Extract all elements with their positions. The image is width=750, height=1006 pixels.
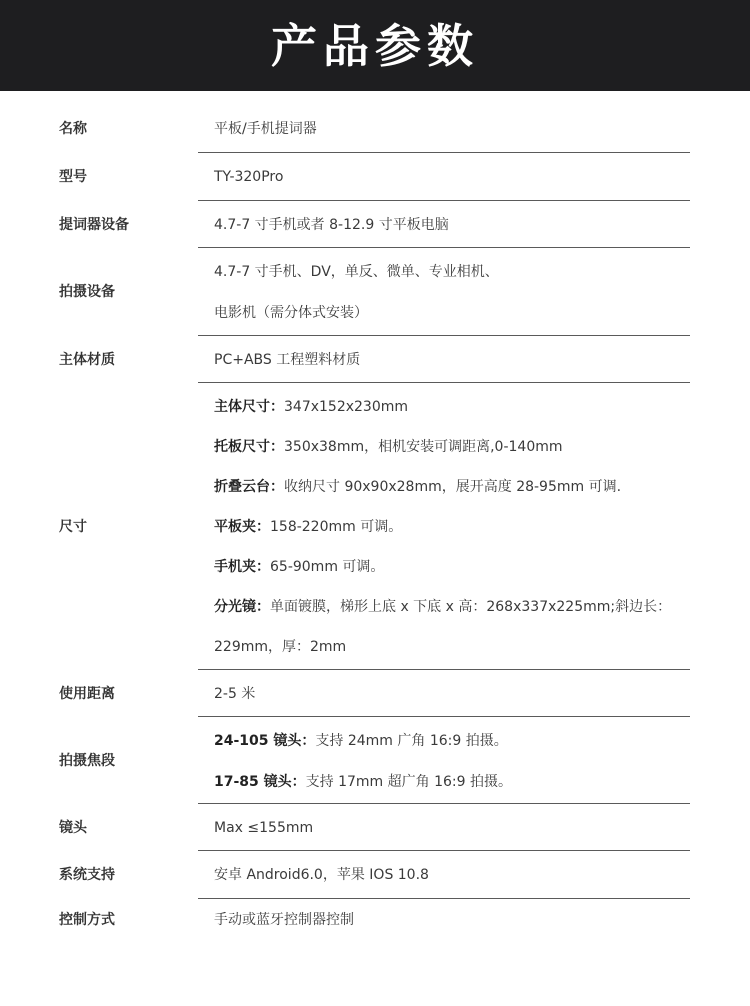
spec-table	[0, 104, 750, 941]
spec-text: 支持 17mm 超广角 16:9 拍摄。	[305, 773, 512, 790]
spec-key: 主体尺寸：	[214, 398, 284, 415]
spec-value	[214, 720, 694, 762]
spec-value	[214, 293, 694, 333]
spec-value	[214, 427, 694, 467]
spec-row-camera-device	[0, 248, 750, 336]
spec-value	[214, 467, 694, 507]
spec-label: 提词器设备	[59, 216, 129, 233]
spec-text: 4.7-7 寸手机、DV，单反、微单、专业相机、	[214, 264, 499, 280]
spec-values	[214, 720, 694, 802]
spec-values	[214, 153, 694, 201]
spec-row-control	[0, 899, 750, 941]
spec-value	[214, 336, 694, 383]
spec-label: 控制方式	[59, 912, 115, 928]
spec-text: 手动或蓝牙控制器控制	[214, 912, 354, 928]
spec-text: 平板/手机提词器	[214, 120, 317, 137]
spec-text: 单面镀膜，梯形上底 x 下底 x 高：268x337x225mm;斜边长：	[270, 598, 672, 615]
spec-label: 主体材质	[59, 351, 115, 368]
spec-label: 型号	[59, 169, 87, 185]
spec-label: 系统支持	[59, 867, 115, 883]
spec-text: 158-220mm 可调。	[270, 518, 403, 535]
spec-key: 折叠云台：	[214, 478, 284, 495]
spec-text: 收纳尺寸 90x90x28mm，展开高度 28-95mm 可调.	[284, 478, 622, 495]
spec-row-prompter-device	[0, 201, 750, 248]
spec-value	[214, 670, 694, 717]
spec-row-model	[0, 153, 750, 201]
spec-text: PC+ABS 工程塑料材质	[214, 351, 361, 368]
spec-value	[214, 507, 694, 547]
spec-key: 17-85 镜头：	[214, 773, 306, 790]
spec-text: 65-90mm 可调。	[270, 558, 385, 575]
spec-values	[214, 201, 694, 248]
spec-values	[214, 851, 694, 899]
spec-label: 使用距离	[59, 685, 115, 702]
spec-value	[214, 547, 694, 587]
spec-label: 镜头	[59, 819, 87, 836]
spec-values	[214, 336, 694, 383]
spec-label: 拍摄焦段	[59, 752, 115, 769]
spec-label: 拍摄设备	[59, 284, 115, 300]
spec-label: 名称	[59, 120, 87, 137]
spec-text: 347x152x230mm	[284, 398, 409, 415]
spec-text: TY-320Pro	[214, 169, 284, 185]
spec-text: 电影机（需分体式安装）	[214, 305, 368, 321]
spec-row-focal-range	[0, 717, 750, 804]
spec-values	[214, 804, 694, 851]
spec-value	[214, 387, 694, 427]
spec-value	[214, 804, 694, 851]
spec-value	[214, 627, 694, 667]
spec-values	[214, 387, 694, 667]
spec-text: 4.7-7 寸手机或者 8-12.9 寸平板电脑	[214, 216, 449, 233]
spec-text: 2-5 米	[214, 685, 256, 702]
spec-key: 24-105 镜头：	[214, 732, 316, 749]
spec-row-lens	[0, 804, 750, 851]
spec-value	[214, 899, 694, 941]
spec-text: 支持 24mm 广角 16:9 拍摄。	[315, 732, 508, 749]
spec-value	[214, 587, 694, 627]
spec-value	[214, 153, 694, 201]
spec-values	[214, 670, 694, 717]
spec-text: 229mm，厚：2mm	[214, 638, 347, 655]
spec-label: 尺寸	[59, 518, 87, 535]
spec-value	[214, 201, 694, 248]
spec-value	[214, 851, 694, 899]
spec-text: 350x38mm，相机安装可调距离,0-140mm	[284, 438, 563, 455]
spec-key: 手机夹：	[214, 558, 270, 575]
spec-values	[214, 251, 694, 333]
spec-value	[214, 251, 694, 293]
spec-key: 分光镜：	[214, 598, 270, 615]
spec-row-system	[0, 851, 750, 899]
spec-values	[214, 899, 694, 941]
spec-values	[214, 104, 694, 153]
spec-value	[214, 762, 694, 802]
spec-key: 托板尺寸：	[214, 438, 284, 455]
spec-row-dimensions	[0, 383, 750, 670]
spec-value	[214, 104, 694, 153]
spec-row-distance	[0, 670, 750, 717]
spec-key: 平板夹：	[214, 518, 270, 535]
spec-text: Max ≤155mm	[214, 819, 314, 836]
spec-row-material	[0, 336, 750, 383]
page-title: 产品参数	[271, 18, 479, 73]
page-header	[0, 0, 750, 91]
spec-row-name	[0, 104, 750, 153]
spec-text: 安卓 Android6.0，苹果 IOS 10.8	[214, 867, 429, 883]
